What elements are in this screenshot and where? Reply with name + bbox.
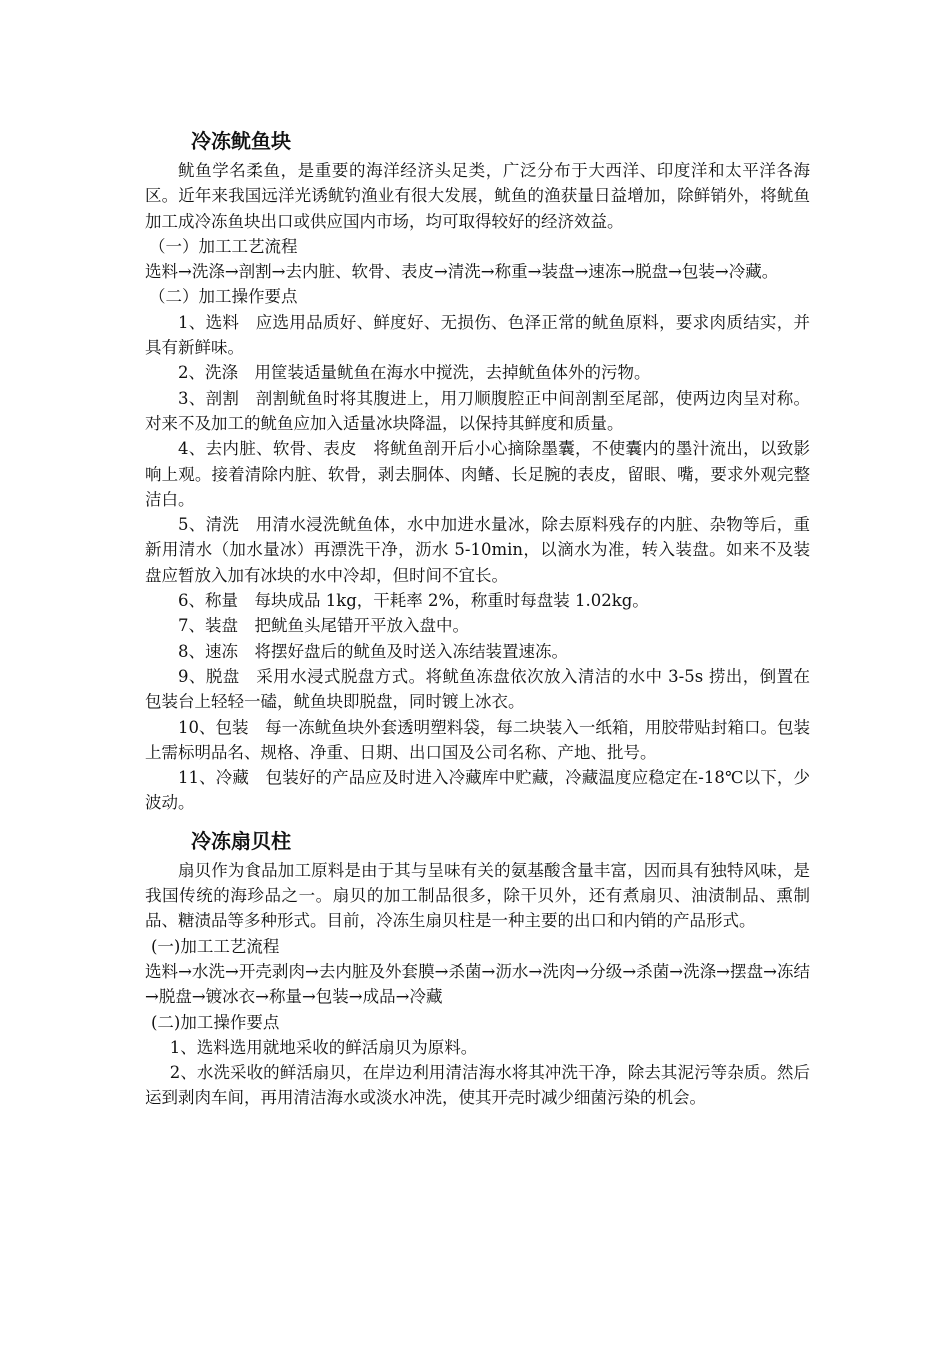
step-label: 10、包装: [178, 717, 249, 737]
step-label: 11、冷藏: [178, 768, 250, 788]
squid-process-flow: 选料→洗涤→剖割→去内脏、软骨、表皮→清洗→称重→装盘→速冻→脱盘→包装→冷藏。: [145, 262, 779, 282]
step-text: 应选用品质好、鲜度好、无损伤、色泽正常的鱿鱼原料，要求肉质结实，并具有新鲜味。: [145, 312, 811, 358]
step-text: 用清水浸洗鱿鱼体，水中加进水量冰，除去原料残存的内脏、杂物等后，重新用清水（加水量冰）再漂洗干净，沥水 5-10min，以滴水为准，转入装盘。如来不及装盘应暂放入加有冰块的水中冷却，但时间不宜长。: [145, 515, 811, 585]
squid-steps-list: [145, 310, 810, 816]
scallop-points-heading: (二)加工操作要点: [151, 1012, 280, 1032]
scallop-intro-paragraph: 扇贝作为食品加工原料是由于其与呈味有关的氨基酸含量丰富，因而具有独特风味，是我国传统的海珍品之一。扇贝的加工制品很多，除干贝外，还有煮扇贝、油渍制品、熏制品、糖渍品等多种形式。目前，冷冻生扇贝柱是一种主要的出口和内销的产品形式。: [145, 860, 810, 931]
step-text: 剖割鱿鱼时将其腹进上，用刀顺腹腔正中间剖割至尾部，使两边肉呈对称。对来不及加工的鱿鱼应加入适量冰块降温，以保持其鲜度和质量。: [145, 388, 811, 433]
squid-step: [145, 715, 810, 766]
step-text: 把鱿鱼头尾错开平放入盘中。: [254, 616, 469, 636]
squid-step: [145, 765, 810, 816]
step-label: 4、去内脏、软骨、表皮: [178, 439, 357, 459]
squid-intro-paragraph: 鱿鱼学名柔鱼，是重要的海洋经济头足类，广泛分布于大西洋、印度洋和太平洋各海区。近年来我国远洋光诱鱿钓渔业有很大发展，鱿鱼的渔获量日益增加，除鲜销外，将鱿鱼加工成冷冻鱼块出口或供应国内市场，均可取得较好的经济效益。: [145, 161, 810, 231]
squid-step: [145, 360, 810, 385]
squid-points-heading: （二）加工操作要点: [149, 287, 298, 307]
squid-step: [145, 588, 810, 613]
scallop-process-flow: 选料→水洗→开壳剥肉→去内脏及外套膜→杀菌→沥水→洗肉→分级→杀菌→洗涤→摆盘→冻结→脱盘→镀冰衣→称量→包装→成品→冷藏: [145, 961, 810, 1007]
step-label: 3、剖割: [178, 388, 240, 408]
step-text: 包装好的产品应及时进入冷藏库中贮藏，冷藏温度应稳定在-18℃以下，少波动。: [145, 768, 811, 813]
squid-step: [145, 613, 810, 638]
squid-step: [145, 512, 810, 588]
step-text: 采用水浸式脱盘方式。将鱿鱼冻盘依次放入清洁的水中 3-5s 捞出，倒置在包装台上轻轻一磕，鱿鱼块即脱盘，同时镀上冰衣。: [145, 666, 811, 712]
step-label: 5、清洗: [178, 515, 240, 535]
step-text: 将摆好盘后的鱿鱼及时送入冻结装置速冻。: [254, 641, 568, 661]
scallop-process-heading: (一)加工工艺流程: [151, 936, 280, 956]
step-label: 6、称量: [178, 591, 238, 611]
step-label: 9、脱盘: [178, 666, 240, 686]
section-title-squid: 冷冻鱿鱼块: [191, 129, 291, 153]
squid-step: [145, 664, 810, 715]
step-text: 用筐装适量鱿鱼在海水中搅洗，去掉鱿鱼体外的污物。: [254, 363, 651, 383]
document-page: [145, 124, 810, 1111]
step-label: 2、洗涤: [178, 363, 238, 383]
squid-step: [145, 386, 810, 437]
step-label: 1、选料: [178, 312, 240, 332]
step-text: 每一冻鱿鱼块外套透明塑料袋，每二块装入一纸箱，用胶带贴封箱口。包装上需标明品名、规格、净重、日期、出口国及公司名称、产地、批号。: [145, 717, 811, 762]
step-label: 7、装盘: [178, 616, 238, 636]
section-title-scallop: 冷冻扇贝柱: [191, 828, 291, 853]
squid-step: [145, 639, 810, 664]
squid-step: [145, 310, 810, 361]
step-text: 将鱿鱼剖开后小心摘除墨囊，不使囊内的墨汁流出，以致影响上观。接着清除内脏、软骨，剥去胴体、肉鳍、长足腕的表皮，留眼、嘴，要求外观完整洁白。: [145, 439, 810, 509]
step-text: 每块成品 1kg，干耗率 2%，称重时每盘装 1.02kg。: [254, 591, 649, 611]
scallop-step: 2、水洗采收的鲜活扇贝，在岸边利用清洁海水将其冲洗干净，除去其泥污等杂质。然后运到剥肉车间，再用清洁海水或淡水冲洗，使其开壳时减少细菌污染的机会。: [145, 1063, 810, 1108]
scallop-step: 1、选料选用就地采收的鲜活扇贝为原料。: [169, 1037, 478, 1057]
step-label: 8、速冻: [178, 641, 238, 661]
squid-process-heading: （一）加工工艺流程: [149, 236, 298, 256]
squid-step: [145, 436, 810, 512]
